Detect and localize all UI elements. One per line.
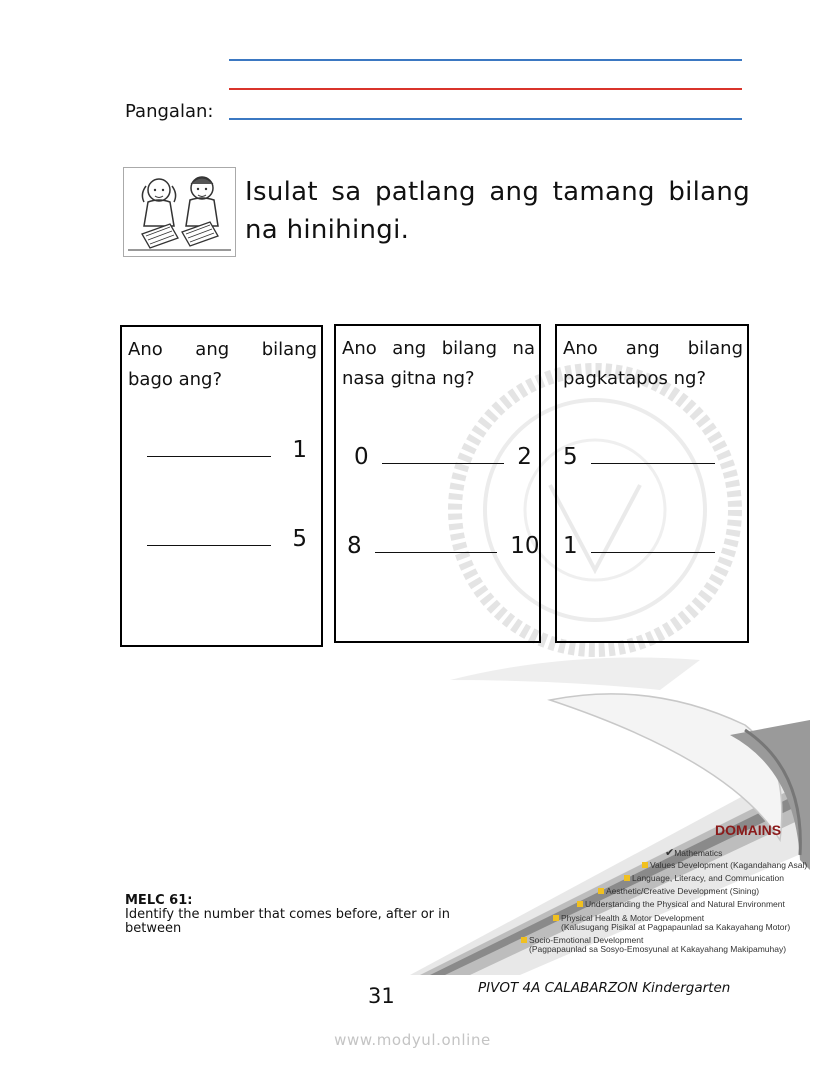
series-title: PIVOT 4A CALABARZON Kindergarten: [478, 980, 731, 996]
answer-row: [563, 444, 715, 470]
melc-block: [125, 894, 485, 936]
page-number: 31: [368, 984, 395, 1008]
question-line: pagkatapos ng?: [563, 368, 707, 389]
given-number: 8: [347, 533, 362, 559]
domain-item: ✔Mathematics: [665, 847, 723, 859]
bullet-icon: [598, 888, 604, 894]
name-field-line[interactable]: [229, 118, 742, 120]
question-line: Ano ang bilang na: [342, 338, 535, 359]
question-box-between: [334, 324, 541, 643]
question-line: Ano ang bilang: [128, 339, 317, 360]
answer-row: [354, 444, 532, 470]
question-box-after: [555, 324, 749, 643]
domains-heading: DOMAINS: [715, 822, 782, 838]
domain-item: Aesthetic/Creative Development (Sining): [598, 886, 759, 896]
answer-blank[interactable]: [375, 549, 497, 553]
question-line: nasa gitna ng?: [342, 368, 475, 389]
answer-row: [147, 437, 307, 463]
given-number: 10: [510, 533, 540, 559]
name-label: Pangalan:: [125, 101, 214, 122]
bullet-icon: [642, 862, 648, 868]
bullet-icon: [624, 875, 630, 881]
children-reading-illustration: [123, 167, 236, 257]
instruction-text: Isulat sa patlang ang tamang bilang na hinihingi.: [245, 177, 750, 245]
given-number: 0: [354, 444, 369, 470]
bullet-icon: [577, 901, 583, 907]
answer-row: [347, 533, 540, 559]
answer-blank[interactable]: [382, 460, 504, 464]
bullet-icon: [553, 915, 559, 921]
domain-item: Socio-Emotional Development: [521, 935, 643, 945]
header-line-top: [229, 59, 742, 61]
answer-blank[interactable]: [147, 453, 271, 457]
domain-item: Language, Literacy, and Communication: [624, 873, 784, 883]
bullet-icon: [521, 937, 527, 943]
melc-title: MELC 61:: [125, 893, 193, 908]
header-line-red: [229, 88, 742, 90]
melc-text: Identify the number that comes before, after or in between: [125, 907, 451, 936]
domain-item-subtitle: (Pagpapaunlad sa Sosyo-Emosyunal at Kakayahang Makipamuhay): [529, 944, 787, 954]
answer-blank[interactable]: [591, 549, 715, 553]
domain-item: Values Development (Kagandahang Asal): [642, 860, 807, 870]
given-number: 1: [563, 533, 578, 559]
domain-item: Physical Health & Motor Development: [553, 913, 704, 923]
given-number: 5: [292, 526, 307, 552]
answer-blank[interactable]: [591, 460, 715, 464]
check-icon: ✔: [665, 847, 675, 859]
domain-item: Understanding the Physical and Natural Environment: [577, 899, 785, 909]
question-line: Ano ang bilang: [563, 338, 743, 359]
question-box-before: [120, 325, 323, 647]
domain-item-subtitle: (Kalusugang Pisikal at Pagpapaunlad sa Kakayahang Motor): [561, 922, 791, 932]
answer-row: [147, 526, 307, 552]
given-number: 5: [563, 444, 578, 470]
answer-blank[interactable]: [147, 542, 271, 546]
given-number: 2: [517, 444, 532, 470]
given-number: 1: [292, 437, 307, 463]
question-line: bago ang?: [128, 369, 223, 390]
website-watermark: www.modyul.online: [334, 1031, 491, 1049]
answer-row: [563, 533, 715, 559]
